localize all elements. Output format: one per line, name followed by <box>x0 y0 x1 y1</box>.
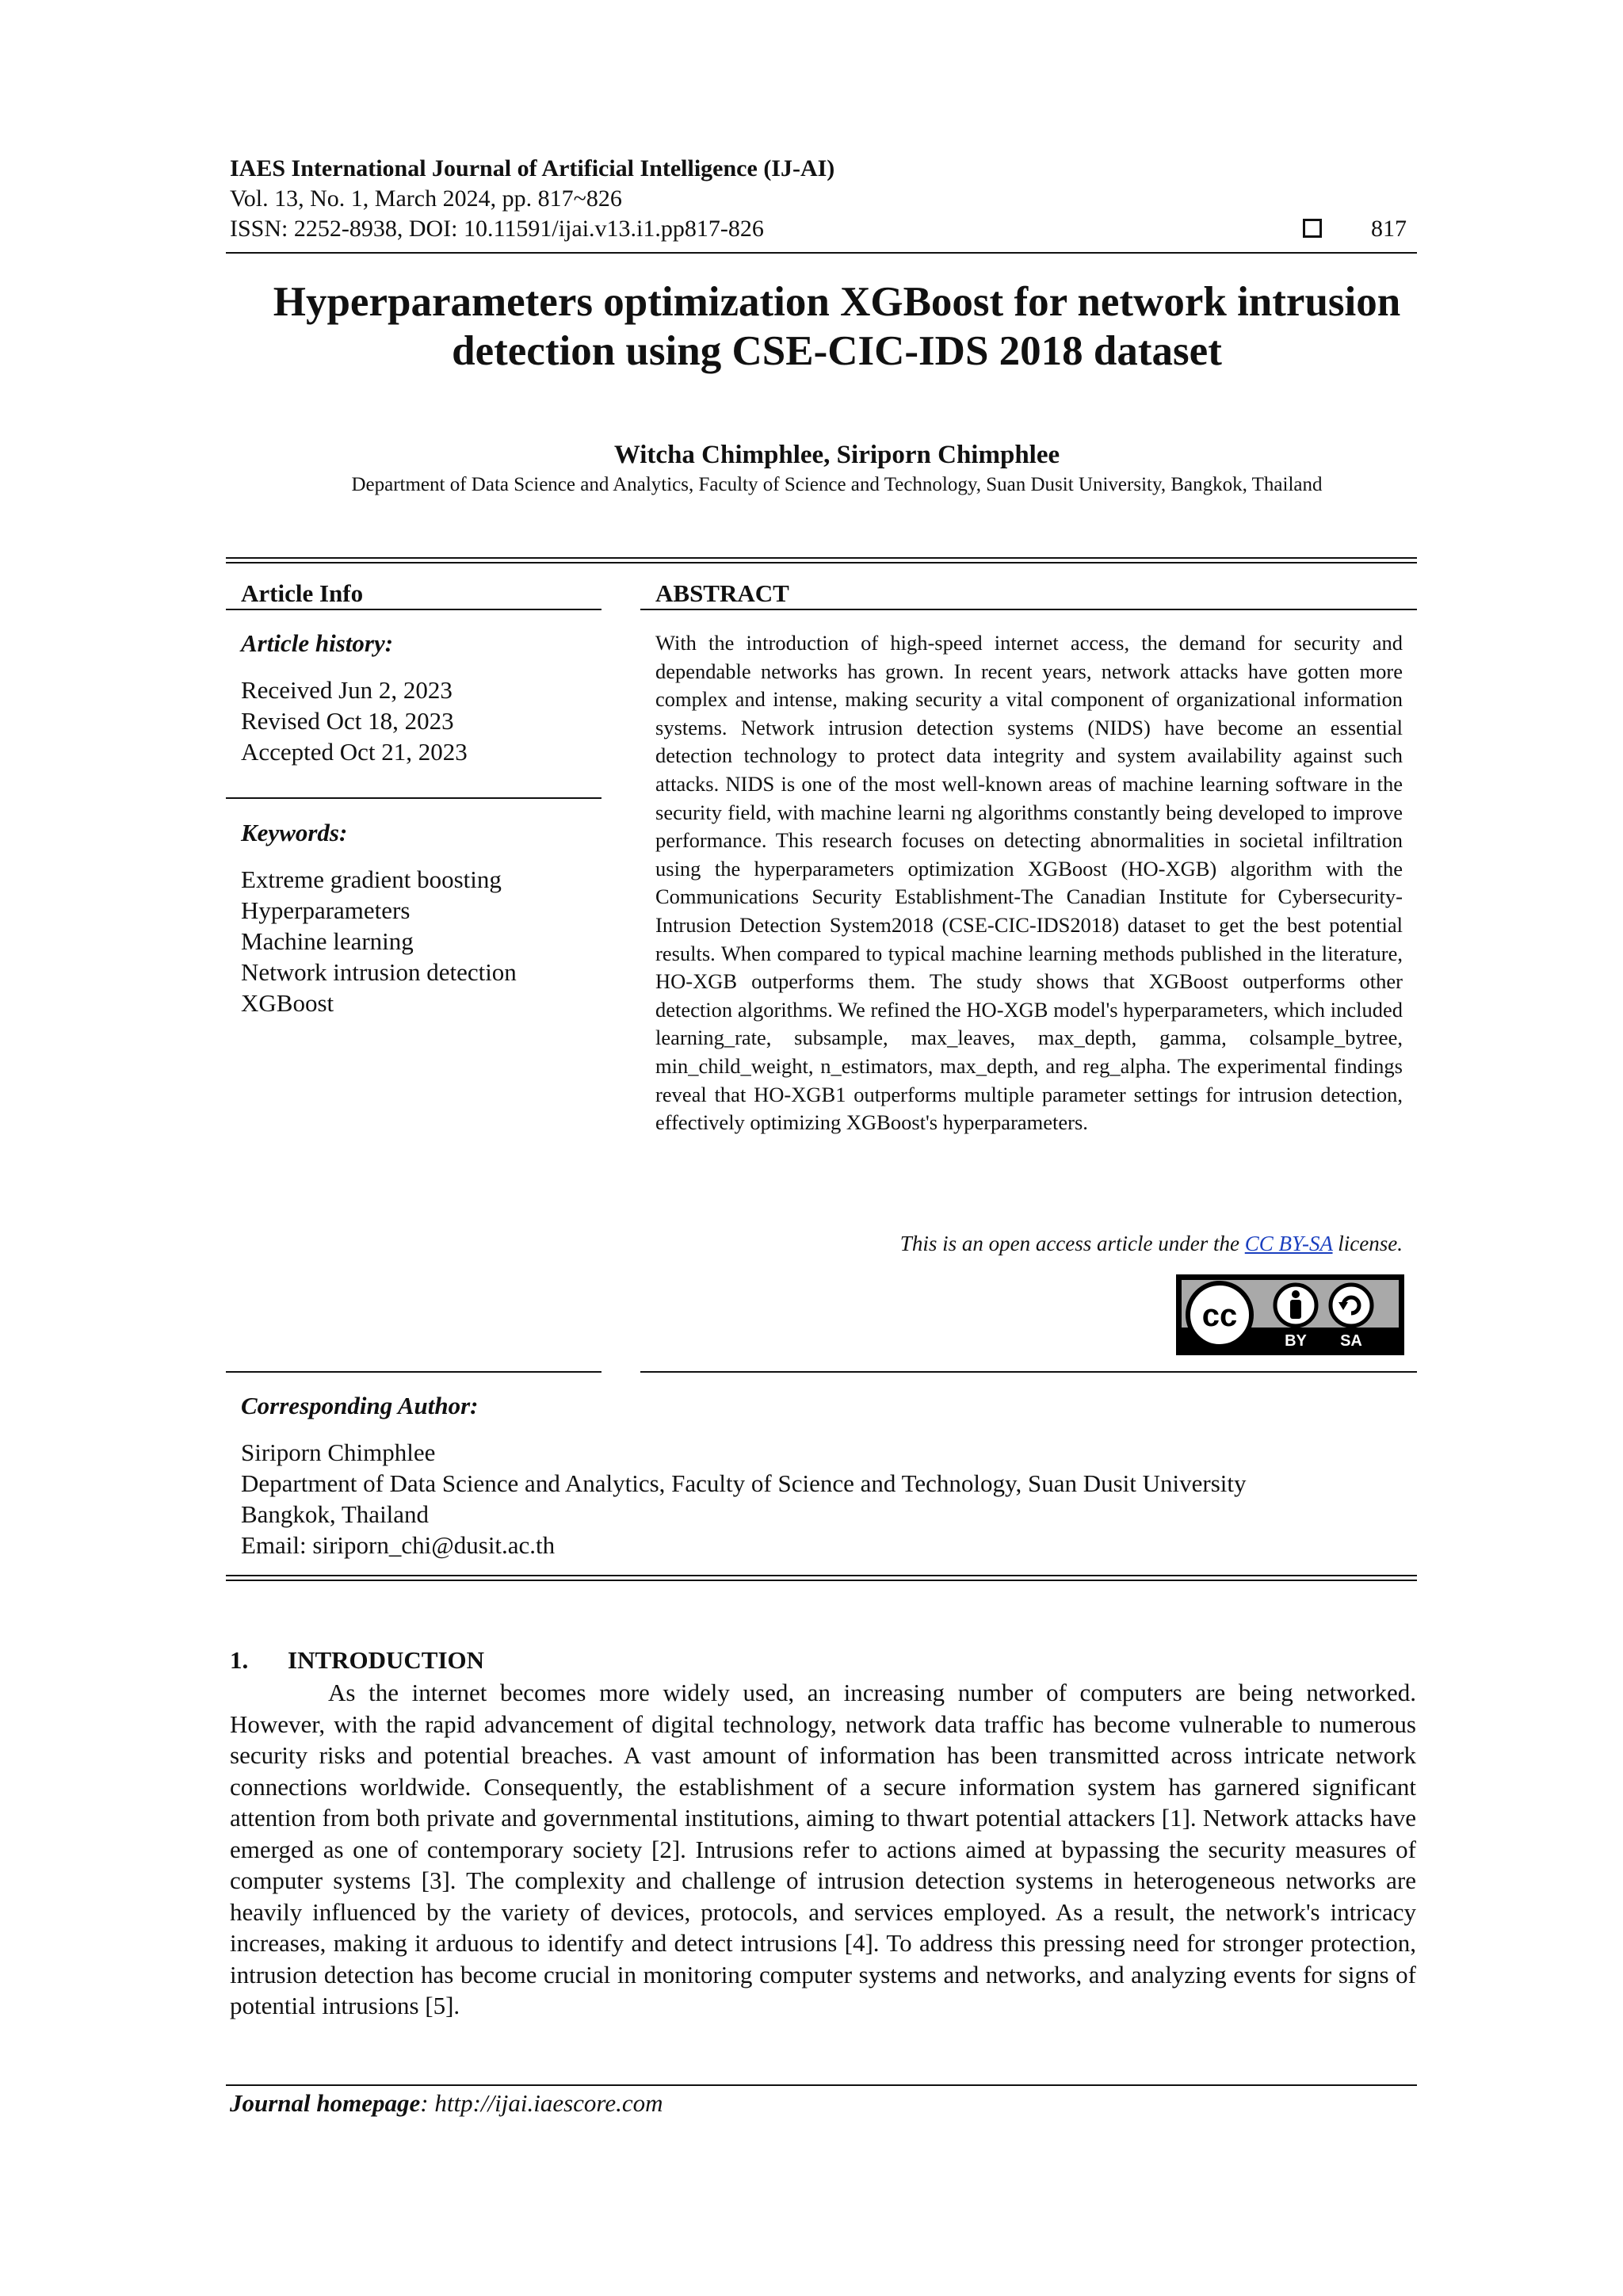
article-info-rule <box>226 609 601 610</box>
history-accepted: Accepted Oct 21, 2023 <box>241 738 468 766</box>
header-rule <box>226 252 1417 254</box>
svg-text:cc: cc <box>1201 1298 1238 1333</box>
checkbox-icon <box>1303 219 1322 238</box>
page-number: 817 <box>1371 216 1407 242</box>
info-bottom-rule-2 <box>226 1580 1417 1581</box>
corresponding-heading: Corresponding Author: <box>241 1392 479 1419</box>
keyword-item: Extreme gradient boosting <box>241 865 502 893</box>
license-link[interactable]: CC BY-SA <box>1244 1232 1333 1255</box>
keyword-item: Hyperparameters <box>241 896 411 924</box>
by-attribution-icon <box>1275 1285 1316 1326</box>
sa-share-alike-icon <box>1331 1285 1372 1326</box>
info-bottom-rule-right <box>640 1371 1417 1373</box>
journal-name: IAES International Journal of Artificial Intelligence (IJ-AI) <box>230 155 835 181</box>
keywords-heading: Keywords: <box>241 819 348 846</box>
journal-issn-doi: ISSN: 2252-8938, DOI: 10.11591/ijai.v13.i1.pp817-826 <box>230 216 764 242</box>
keyword-item: Machine learning <box>241 927 414 955</box>
journal-homepage <box>230 2089 663 2118</box>
corresponding-city: Bangkok, Thailand <box>241 1500 430 1528</box>
license-prefix: This is an open access article under the <box>899 1232 1245 1255</box>
history-revised: Revised Oct 18, 2023 <box>241 707 454 735</box>
badge-sa-label: SA <box>1340 1332 1362 1350</box>
info-bottom-rule <box>226 1575 1417 1576</box>
license-suffix: license. <box>1332 1232 1403 1255</box>
info-top-rule <box>226 557 1417 559</box>
history-received: Received Jun 2, 2023 <box>241 676 453 704</box>
abstract-rule <box>640 609 1417 610</box>
info-top-rule-2 <box>226 562 1417 563</box>
keywords-rule <box>226 797 601 799</box>
article-info-heading: Article Info <box>241 579 364 607</box>
authors: Witcha Chimphlee, Siriporn Chimphlee <box>613 441 1060 469</box>
journal-volume: Vol. 13, No. 1, March 2024, pp. 817~826 <box>230 185 622 212</box>
intro-text: As the internet becomes more widely used, an increasing number of computers are being networked. However, with the rapid advancement of digital technology, network data traffic has become vulnerable to numerous security risks and potential breaches. A vast amount of information has been transmitted across intricate network connections worldwide. Consequently, the establishment of a secure information system has garnered significant attention from both private and governmental institutions, aiming to thwart potential attackers [1]. Network attacks have emerged as one of contemporary society [2]. Intrusions refer to actions aimed at bypassing the security measures of computer systems [3]. The complexity and challenge of intrusion detection systems in heterogeneous networks are heavily influenced by the variety of devices, protocols, and services employed. As a result, the network's intricacy increases, making it arduous to identify and detect intrusions [4]. To address this pressing need for stronger protection, intrusion detection has become crucial in monitoring computer systems and networks, and analyzing events for signs of potential intrusions [5]. <box>230 1679 1416 2019</box>
cc-license-icon <box>1178 1277 1402 1353</box>
cc-by-sa-badge[interactable] <box>1176 1274 1404 1355</box>
title-line-2: detection using CSE-CIC-IDS 2018 dataset <box>452 328 1222 374</box>
corresponding-dept: Department of Data Science and Analytics, Faculty of Science and Technology, Suan Dusit University <box>241 1469 1247 1497</box>
keyword-item: Network intrusion detection <box>241 958 517 986</box>
corresponding-email: Email: siriporn_chi@dusit.ac.th <box>241 1531 556 1559</box>
abstract-text: With the introduction of high-speed internet access, the demand for security and dependable networks has grown. In recent years, network attacks have gotten more complex and intense, making security a vital component of organizational information systems. Network intrusion detection systems (NIDS) have become an essential detection technology to protect data integrity and system availability against such attacks. NIDS is one of the most well-known areas of machine learning software in the security field, with machine learni ng algorithms constantly being developed to improve performance. This research focuses on detecting abnormalities in societal infiltration using the hyperparameters optimization XGBoost (HO-XGB) algorithm with the Communications Security Establishment-The Canadian Institute for Cybersecurity-Intrusion Detection System2018 (CSE-CIC-IDS2018) dataset to get the best potential results. When compared to typical machine learning methods published in the literature, HO-XGB outperforms them. The study shows that XGBoost outperforms other detection algorithms. We refined the HO-XGB model's hyperparameters, which included learning_rate, subsample, max_leaves, max_depth, gamma, colsample_bytree, min_child_weight, n_estimators, max_depth, and reg_alpha. The experimental findings reveal that HO-XGB1 outperforms multiple parameter settings for intrusion detection, effectively optimizing XGBoost's hyperparameters. <box>655 631 1403 1135</box>
license-statement <box>655 1231 1403 1256</box>
title-line-1: Hyperparameters optimization XGBoost for network intrusion <box>273 279 1401 325</box>
info-bottom-rule-left <box>226 1371 601 1373</box>
article-history-heading: Article history: <box>241 629 394 657</box>
footer-rule <box>226 2084 1417 2086</box>
keyword-item: XGBoost <box>241 989 334 1017</box>
intro-paragraph <box>230 1677 1416 2022</box>
paper-title <box>190 277 1484 376</box>
intro-heading: INTRODUCTION <box>288 1646 485 1674</box>
affiliation: Department of Data Science and Analytics, Faculty of Science and Technology, Suan Dusit University, Bangkok, Thailand <box>351 474 1323 495</box>
badge-by-label: BY <box>1285 1332 1307 1350</box>
corresponding-name: Siriporn Chimphlee <box>241 1438 436 1466</box>
abstract-heading: ABSTRACT <box>655 579 789 607</box>
homepage-label: Journal homepage <box>230 2089 421 2117</box>
intro-number: 1. <box>230 1646 249 1674</box>
homepage-url[interactable]: : http://ijai.iaescore.com <box>420 2089 663 2117</box>
